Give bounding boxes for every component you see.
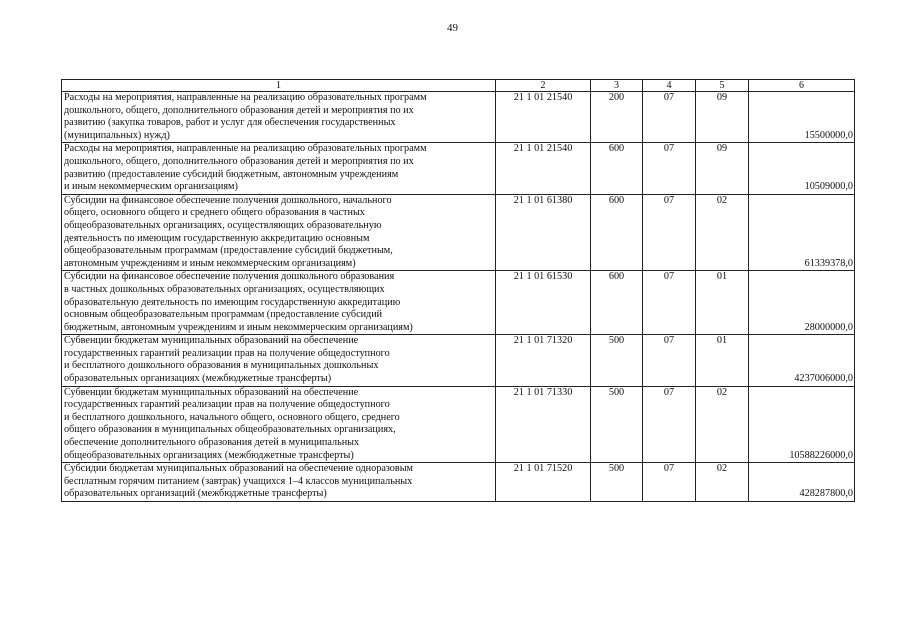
- row-subsection: 02: [696, 463, 749, 502]
- row-amount: 61339378,0: [749, 194, 855, 271]
- table-row: [62, 463, 855, 502]
- table-row: [62, 271, 855, 335]
- row-code: 21 1 01 71330: [496, 386, 591, 463]
- row-section: 07: [643, 194, 696, 271]
- budget-table: [61, 79, 855, 502]
- row-expense-type: 600: [591, 194, 643, 271]
- row-subsection: 02: [696, 386, 749, 463]
- row-section: 07: [643, 92, 696, 143]
- table-row: [62, 143, 855, 194]
- row-amount: 15500000,0: [749, 92, 855, 143]
- row-subsection: 09: [696, 92, 749, 143]
- row-expense-type: 500: [591, 463, 643, 502]
- header-cell-type: 3: [591, 80, 643, 92]
- row-description: Расходы на мероприятия, направленные на реализацию образовательных программ дошкольного, общего, дополнительного образования детей и мероприятия по их развитию (предоставление субсидий бюджетным, автономным учреждениям и иным некоммерческим организациям): [62, 143, 496, 194]
- row-code: 21 1 01 61530: [496, 271, 591, 335]
- row-section: 07: [643, 386, 696, 463]
- row-amount: 10509000,0: [749, 143, 855, 194]
- table-row: [62, 92, 855, 143]
- row-description: Субвенции бюджетам муниципальных образований на обеспечение государственных гарантий реализации прав на получение общедоступного и бесплатного дошкольного образования в муниципальных дошкольных образовательных организациях (межбюджетные трансферты): [62, 335, 496, 386]
- header-cell-code: 2: [496, 80, 591, 92]
- row-code: 21 1 01 71520: [496, 463, 591, 502]
- row-expense-type: 600: [591, 271, 643, 335]
- row-subsection: 09: [696, 143, 749, 194]
- row-code: 21 1 01 61380: [496, 194, 591, 271]
- row-code: 21 1 01 21540: [496, 92, 591, 143]
- row-code: 21 1 01 21540: [496, 143, 591, 194]
- row-description: Субсидии на финансовое обеспечение получения дошкольного образования в частных дошкольных образовательных организациях, осуществляющих образовательную деятельность по имеющим государственную аккредитацию основным общеобразовательным программам (предоставление субсидий бюджетным, автономным учреждениям и иным некоммерческим организациям): [62, 271, 496, 335]
- budget-table-body: [62, 80, 855, 502]
- row-description: Субсидии на финансовое обеспечение получения дошкольного, начального общего, основного общего и среднего общего образования в частных общеобразовательных организациях, осуществляющих образовательную деятельность по имеющим государственную аккредитацию основным общеобразовательным программам (предоставление субсидий бюджетным, автономным учреждениям и иным некоммерческим организациям): [62, 194, 496, 271]
- header-cell-section: 4: [643, 80, 696, 92]
- row-subsection: 01: [696, 271, 749, 335]
- row-section: 07: [643, 463, 696, 502]
- row-expense-type: 500: [591, 335, 643, 386]
- row-code: 21 1 01 71320: [496, 335, 591, 386]
- row-description: Субвенции бюджетам муниципальных образований на обеспечение государственных гарантий реализации прав на получение общедоступного и бесплатного дошкольного, начального общего, основного общего, среднего общего образования в муниципальных общеобразовательных организациях, обеспечение дополнительного образования детей в муниципальных общеобразовательных организациях (межбюджетные трансферты): [62, 386, 496, 463]
- row-section: 07: [643, 143, 696, 194]
- table-row: [62, 335, 855, 386]
- row-amount: 28000000,0: [749, 271, 855, 335]
- row-amount: 4237006000,0: [749, 335, 855, 386]
- row-description: Расходы на мероприятия, направленные на реализацию образовательных программ дошкольного, общего, дополнительного образования детей и мероприятия по их развитию (закупка товаров, работ и услуг для обеспечения государственных (муниципальных) нужд): [62, 92, 496, 143]
- row-amount: 428287800,0: [749, 463, 855, 502]
- row-expense-type: 600: [591, 143, 643, 194]
- row-description: Субсидии бюджетам муниципальных образований на обеспечение одноразовым бесплатным горячим питанием (завтрак) учащихся 1–4 классов муниципальных образовательных организаций (межбюджетные трансферты): [62, 463, 496, 502]
- row-expense-type: 200: [591, 92, 643, 143]
- row-expense-type: 500: [591, 386, 643, 463]
- page-number: 49: [447, 22, 458, 34]
- table-header-row: [62, 80, 855, 92]
- row-amount: 10588226000,0: [749, 386, 855, 463]
- row-section: 07: [643, 335, 696, 386]
- table-row: [62, 194, 855, 271]
- header-cell-description: 1: [62, 80, 496, 92]
- header-cell-amount: 6: [749, 80, 855, 92]
- row-subsection: 02: [696, 194, 749, 271]
- row-section: 07: [643, 271, 696, 335]
- table-row: [62, 386, 855, 463]
- row-subsection: 01: [696, 335, 749, 386]
- header-cell-subsection: 5: [696, 80, 749, 92]
